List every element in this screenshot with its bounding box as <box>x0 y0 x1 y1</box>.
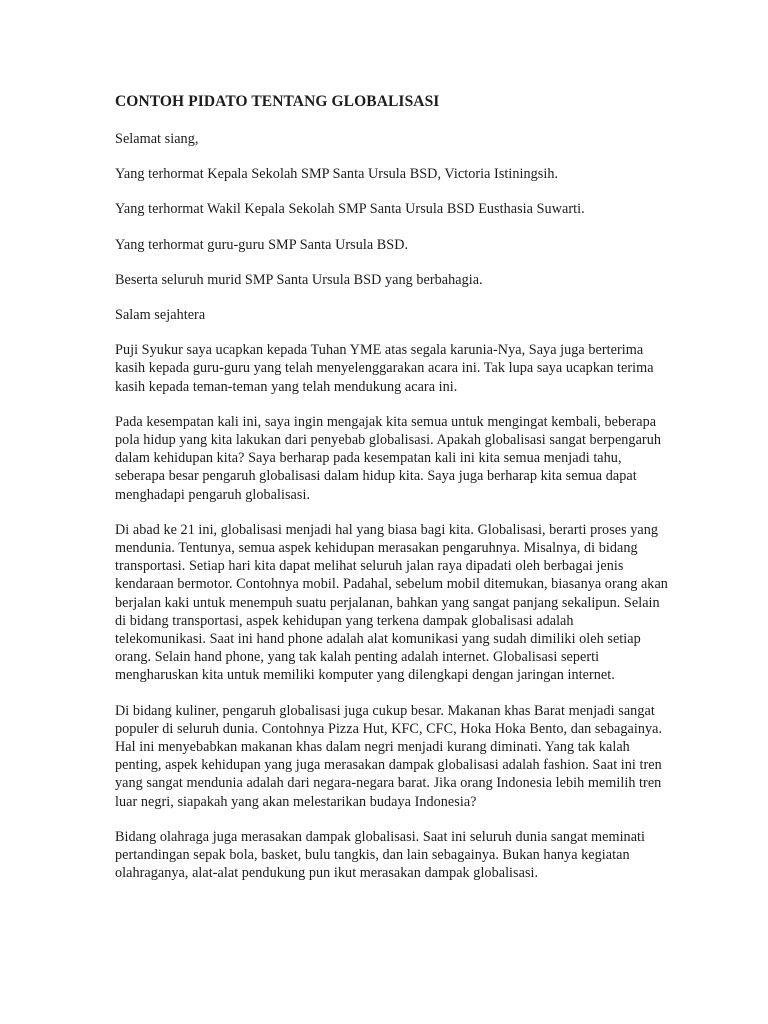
salutation-teachers: Yang terhormat guru-guru SMP Santa Ursula BSD. <box>115 236 409 253</box>
paragraph-introduction: Pada kesempatan kali ini, saya ingin mengajak kita semua untuk mengingat kembali, beberapa pola hidup yang kita lakukan dari penyebab globalisasi. Apakah globalisasi sangat berpengaruh dalam kehidupan kita? Saya berharap pada kesempatan kali ini kita semua menjadi tahu, seberapa besar pengaruh globalisasi dalam hidup kita. Saya juga berharap kita semua dapat menghadapi pengaruh globalisasi. <box>115 413 661 503</box>
salam-sejahtera: Salam sejahtera <box>115 307 206 324</box>
paragraph-sports: Bidang olahraga juga merasakan dampak globalisasi. Saat ini seluruh dunia sangat meminati pertandingan sepak bola, basket, bulu tangkis, dan lain sebagainya. Bukan hanya kegiatan olahraganya, alat-alat pendukung pun ikut merasakan dampak globalisasi. <box>115 828 646 882</box>
greeting: Selamat siang, <box>115 131 199 147</box>
paragraph-gratitude: Puji Syukur saya ucapkan kepada Tuhan YME atas segala karunia-Nya, Saya juga berterima kasih kepada guru-guru yang telah menyelenggarakan acara ini. Tak lupa saya ucapkan terima kasih kepada teman-teman yang telah mendukung acara ini. <box>115 342 654 395</box>
salutation-principal: Yang terhormat Kepala Sekolah SMP Santa Ursula BSD, Victoria Istiningsih. <box>115 166 559 183</box>
paragraph-transportation: Di abad ke 21 ini, globalisasi menjadi hal yang biasa bagi kita. Globalisasi, berarti proses yang mendunia. Tentunya, semua aspek kehidupan merasakan pengaruhnya. Misalnya, di bidang transportasi. Setiap hari kita dapat melihat seluruh jalan raya dipadati oleh berbagai jenis kendaraan bermotor. Contohnya mobil. Padahal, sebelum mobil ditemukan, biasanya orang akan berjalan kaki untuk menempuh suatu perjalanan, bahkan yang sangat panjang sekalipun. Selain di bidang transportasi, aspek kehidupan yang terkena dampak globalisasi adalah telekomunikasi. Saat ini hand phone adalah alat komunikasi yang sudah dimiliki oleh setiap orang. Selain hand phone, yang tak kalah penting adalah internet. Globalisasi seperti mengharuskan kita untuk memiliki komputer yang dilengkapi dengan jaringan internet. <box>115 521 668 684</box>
paragraph-culinary: Di bidang kuliner, pengaruh globalisasi juga cukup besar. Makanan khas Barat menjadi sangat populer di seluruh dunia. Contohnya Pizza Hut, KFC, CFC, Hoka Hoka Bento, dan sebagainya. Hal ini menyebabkan makanan khas dalam negri menjadi kurang diminati. Yang tak kalah penting, aspek kehidupan yang juga merasakan dampak globalisasi adalah fashion. Saat ini tren yang sangat mendunia adalah dari negara-negara barat. Jika orang Indonesia lebih memilih tren luar negri, siapakah yang akan melestarikan budaya Indonesia? <box>115 702 663 810</box>
document-title: CONTOH PIDATO TENTANG GLOBALISASI <box>115 93 440 110</box>
salutation-students: Beserta seluruh murid SMP Santa Ursula BSD yang berbahagia. <box>115 271 483 288</box>
salutation-vice-principal: Yang terhormat Wakil Kepala Sekolah SMP Santa Ursula BSD Eusthasia Suwarti. <box>115 201 585 218</box>
